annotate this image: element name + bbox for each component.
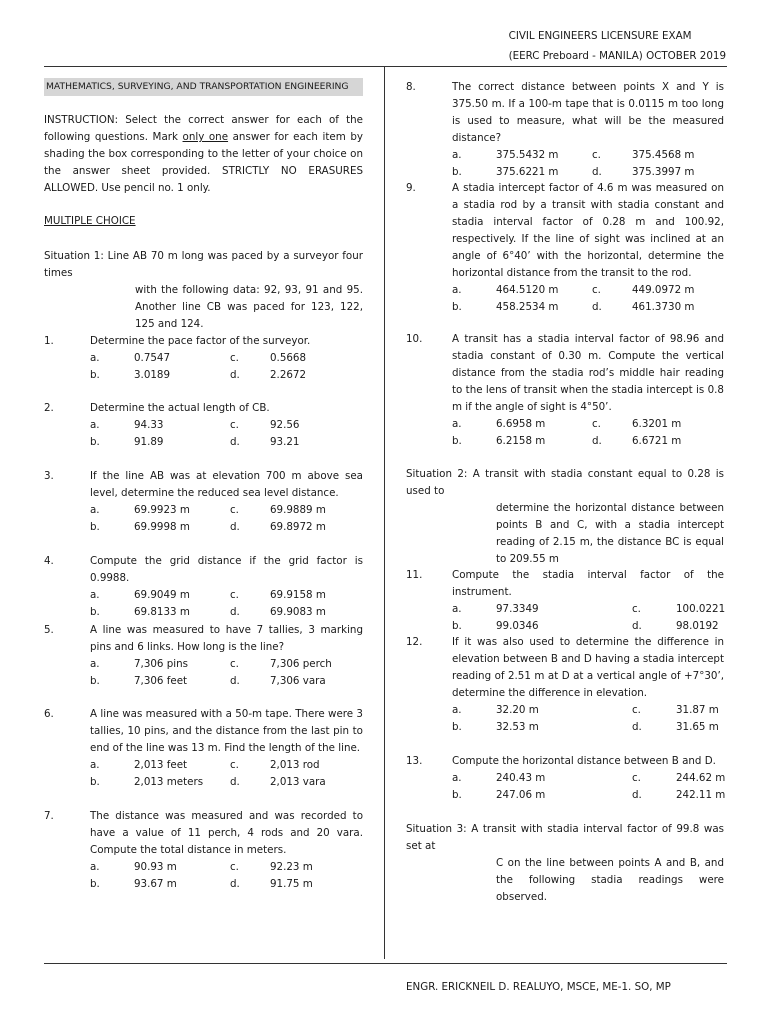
option-letter: c. — [632, 603, 641, 615]
option-value-d: 7,306 vara — [270, 675, 326, 687]
instruction-emphasis: only one — [182, 131, 229, 143]
option-letter: c. — [632, 772, 641, 784]
option-row — [452, 601, 724, 618]
option-letter: d. — [230, 776, 240, 788]
option-row — [90, 859, 363, 876]
option-row — [90, 367, 363, 384]
option-value-b: 32.53 m — [496, 721, 539, 733]
answer-options — [90, 859, 363, 893]
option-letter: d. — [230, 606, 240, 618]
option-letter: d. — [632, 721, 642, 733]
option-letter: a. — [452, 603, 462, 615]
option-letter: d. — [592, 166, 602, 178]
question-stem: Compute the stadia interval factor of the instrument. — [452, 569, 724, 598]
option-row — [90, 502, 363, 519]
option-letter: d. — [632, 789, 642, 801]
option-letter: a. — [452, 704, 462, 716]
option-value-c: 31.87 m — [676, 704, 719, 716]
question-number: 1. — [44, 335, 54, 347]
instruction-paragraph — [44, 112, 363, 197]
option-value-b: 375.6221 m — [496, 166, 559, 178]
option-letter: a. — [90, 352, 100, 364]
option-letter: a. — [90, 504, 100, 516]
question-number: 11. — [406, 569, 423, 581]
question-number: 7. — [44, 810, 54, 822]
option-value-d: 31.65 m — [676, 721, 719, 733]
option-row — [452, 787, 724, 804]
option-letter: b. — [90, 606, 100, 618]
situation-body: with the following data: 92, 93, 91 and 95. Another line CB was paced for 123, 122, 125 and 124. — [135, 284, 363, 330]
option-row — [90, 774, 363, 791]
option-value-b: 69.9998 m — [134, 521, 190, 533]
option-row — [452, 416, 724, 433]
option-letter: b. — [90, 521, 100, 533]
option-value-a: 6.6958 m — [496, 418, 546, 430]
option-letter: c. — [230, 589, 239, 601]
option-letter: b. — [90, 369, 100, 381]
option-value-c: 100.0221 — [676, 603, 726, 615]
option-value-a: 97.3349 — [496, 603, 539, 615]
option-value-c: 92.23 m — [270, 861, 313, 873]
answer-options — [452, 416, 724, 450]
option-value-a: 69.9923 m — [134, 504, 190, 516]
option-letter: d. — [230, 436, 240, 448]
option-value-d: 2,013 vara — [270, 776, 326, 788]
option-row — [452, 282, 724, 299]
option-letter: b. — [452, 166, 462, 178]
option-value-c: 449.0972 m — [632, 284, 695, 296]
option-row — [452, 299, 724, 316]
option-value-c: 7,306 perch — [270, 658, 332, 670]
option-letter: d. — [592, 301, 602, 313]
exam-subtitle: (EERC Preboard - MANILA) OCTOBER 2019 — [508, 50, 726, 62]
option-letter: c. — [230, 759, 239, 771]
answer-options — [90, 350, 363, 384]
answer-options — [452, 601, 724, 635]
option-value-a: 464.5120 m — [496, 284, 559, 296]
option-value-c: 69.9158 m — [270, 589, 326, 601]
option-letter: b. — [90, 436, 100, 448]
instruction-text-2: answer for each item by shading the box corresponding to the letter of your choice on the answer sheet provided. STRICTLY NO ERASURES ALLOWED. Use pencil no. 1 only. — [44, 131, 363, 194]
answer-options — [452, 147, 724, 181]
option-value-d: 69.8972 m — [270, 521, 326, 533]
option-row — [90, 876, 363, 893]
option-value-d: 6.6721 m — [632, 435, 682, 447]
option-letter: c. — [230, 658, 239, 670]
option-value-c: 244.62 m — [676, 772, 726, 784]
option-value-c: 92.56 — [270, 419, 300, 431]
situation-body: determine the horizontal distance between points B and C, with a stadia intercept reading of 2.15 m, the distance BC is equal to 209.55 m — [496, 502, 724, 565]
question-stem: The distance was measured and was recorded to have a value of 11 perch, 4 rods and 20 vara. Compute the total distance in meters. — [90, 810, 363, 856]
option-letter: c. — [230, 352, 239, 364]
situation-lead: Situation 1: Line AB 70 m long was paced by a surveyor four times — [44, 250, 363, 279]
question-stem: Compute the grid distance if the grid factor is 0.9988. — [90, 555, 363, 584]
option-value-d: 461.3730 m — [632, 301, 695, 313]
option-row — [90, 757, 363, 774]
option-value-b: 91.89 — [134, 436, 164, 448]
answer-options — [452, 702, 724, 736]
question-number: 5. — [44, 624, 54, 636]
option-value-a: 90.93 m — [134, 861, 177, 873]
column-divider — [384, 66, 385, 959]
option-value-d: 375.3997 m — [632, 166, 695, 178]
option-row — [90, 350, 363, 367]
option-row — [452, 702, 724, 719]
option-letter: c. — [230, 419, 239, 431]
question-stem: Determine the pace factor of the surveyor. — [90, 335, 311, 347]
option-row — [452, 618, 724, 635]
option-letter: a. — [90, 658, 100, 670]
situation-2 — [406, 466, 724, 568]
option-letter: d. — [230, 878, 240, 890]
situation-3 — [406, 821, 724, 906]
option-value-b: 93.67 m — [134, 878, 177, 890]
question-number: 10. — [406, 333, 423, 345]
option-letter: a. — [452, 149, 462, 161]
option-letter: a. — [452, 284, 462, 296]
option-row — [452, 147, 724, 164]
option-value-d: 69.9083 m — [270, 606, 326, 618]
situation-1 — [44, 248, 363, 333]
top-divider — [44, 66, 727, 67]
option-row — [90, 604, 363, 621]
option-letter: c. — [592, 418, 601, 430]
exam-header — [509, 26, 726, 66]
option-value-c: 6.3201 m — [632, 418, 682, 430]
option-value-a: 69.9049 m — [134, 589, 190, 601]
option-letter: b. — [452, 620, 462, 632]
question-stem: A line was measured to have 7 tallies, 3 marking pins and 6 links. How long is the line? — [90, 624, 363, 653]
question-stem: If the line AB was at elevation 700 m above sea level, determine the reduced sea level distance. — [90, 470, 363, 499]
question-number: 8. — [406, 81, 416, 93]
option-letter: a. — [90, 861, 100, 873]
section-title: MATHEMATICS, SURVEYING, AND TRANSPORTATION ENGINEERING — [44, 78, 363, 96]
option-value-a: 7,306 pins — [134, 658, 189, 670]
answer-options — [90, 587, 363, 621]
option-value-d: 2.2672 — [270, 369, 307, 381]
option-row — [452, 433, 724, 450]
option-value-a: 2,013 feet — [134, 759, 188, 771]
option-letter: b. — [90, 878, 100, 890]
option-value-b: 6.2158 m — [496, 435, 546, 447]
answer-options — [452, 282, 724, 316]
option-value-a: 0.7547 — [134, 352, 171, 364]
option-value-d: 91.75 m — [270, 878, 313, 890]
option-letter: b. — [90, 675, 100, 687]
option-letter: d. — [230, 369, 240, 381]
option-value-b: 7,306 feet — [134, 675, 188, 687]
bottom-divider — [44, 963, 727, 964]
question-stem: A stadia intercept factor of 4.6 m was measured on a stadia rod by a transit with stadia constant and stadia interval factor of 0.28 m and 100.92, respectively. If the line of sight was inclined at an angle of 6°40’ with the horizontal, determine the horizontal distance from the transit to the rod. — [452, 182, 724, 279]
option-row — [90, 656, 363, 673]
option-letter: a. — [90, 759, 100, 771]
question-number: 9. — [406, 182, 416, 194]
question-number: 4. — [44, 555, 54, 567]
option-row — [90, 434, 363, 451]
option-row — [452, 164, 724, 181]
option-letter: a. — [90, 589, 100, 601]
option-value-a: 32.20 m — [496, 704, 539, 716]
option-value-b: 3.0189 — [134, 369, 171, 381]
answer-options — [452, 770, 724, 804]
footer-author: ENGR. ERICKNEIL D. REALUYO, MSCE, ME-1. SO, MP — [406, 981, 671, 993]
option-letter: b. — [452, 789, 462, 801]
option-value-d: 93.21 — [270, 436, 300, 448]
option-row — [90, 417, 363, 434]
option-letter: d. — [230, 675, 240, 687]
question-stem: Compute the horizontal distance between B and D. — [452, 755, 716, 767]
option-row — [452, 770, 724, 787]
multiple-choice-label: MULTIPLE CHOICE — [44, 215, 136, 227]
question-stem: The correct distance between points X and Y is 375.50 m. If a 100-m tape that is 0.0115 m too long is used to measure, what will be the measured distance? — [452, 81, 724, 144]
option-value-a: 240.43 m — [496, 772, 546, 784]
question-number: 6. — [44, 708, 54, 720]
option-letter: d. — [592, 435, 602, 447]
option-value-a: 94.33 — [134, 419, 164, 431]
option-value-b: 2,013 meters — [134, 776, 204, 788]
option-row — [90, 673, 363, 690]
question-stem: If it was also used to determine the difference in elevation between B and D having a stadia intercept reading of 2.51 m at D at a vertical angle of +7°30’, determine the difference in elevation. — [452, 636, 724, 699]
option-letter: b. — [90, 776, 100, 788]
option-letter: b. — [452, 721, 462, 733]
option-value-c: 69.9889 m — [270, 504, 326, 516]
question-stem: A line was measured with a 50-m tape. There were 3 tallies, 10 pins, and the distance from the last pin to end of the line was 13 m. Find the length of the line. — [90, 708, 363, 754]
answer-options — [90, 417, 363, 451]
question-number: 12. — [406, 636, 423, 648]
question-stem: A transit has a stadia interval factor of 98.96 and stadia constant of 0.30 m. Compute the vertical distance from the stadia rod’s middle hair reading to the lens of transit when the stadia intercept is 0.8 m if the angle of sight is 4°50’. — [452, 333, 724, 413]
option-row — [90, 587, 363, 604]
question-number: 13. — [406, 755, 423, 767]
option-value-a: 375.5432 m — [496, 149, 559, 161]
exam-title: CIVIL ENGINEERS LICENSURE EXAM — [508, 30, 692, 42]
option-letter: c. — [230, 504, 239, 516]
option-letter: a. — [452, 772, 462, 784]
answer-options — [90, 757, 363, 791]
option-letter: c. — [632, 704, 641, 716]
option-letter: b. — [452, 435, 462, 447]
option-letter: a. — [90, 419, 100, 431]
option-letter: c. — [592, 149, 601, 161]
option-letter: a. — [452, 418, 462, 430]
option-letter: b. — [452, 301, 462, 313]
option-letter: c. — [592, 284, 601, 296]
option-letter: d. — [632, 620, 642, 632]
option-value-b: 247.06 m — [496, 789, 546, 801]
question-stem: Determine the actual length of CB. — [90, 402, 270, 414]
option-value-b: 99.0346 — [496, 620, 539, 632]
option-row — [452, 719, 724, 736]
option-value-b: 69.8133 m — [134, 606, 190, 618]
situation-lead: Situation 3: A transit with stadia interval factor of 99.8 was set at — [406, 823, 724, 852]
question-number: 3. — [44, 470, 54, 482]
question-number: 2. — [44, 402, 54, 414]
option-letter: d. — [230, 521, 240, 533]
option-row — [90, 519, 363, 536]
situation-lead: Situation 2: A transit with stadia constant equal to 0.28 is used to — [406, 468, 724, 497]
option-value-c: 0.5668 — [270, 352, 307, 364]
answer-options — [90, 502, 363, 536]
option-value-c: 375.4568 m — [632, 149, 695, 161]
option-value-b: 458.2534 m — [496, 301, 559, 313]
option-letter: c. — [230, 861, 239, 873]
instruction-text-1: INSTRUCTION: Select the correct answer for each of the following questions. Mark — [44, 114, 363, 143]
answer-options — [90, 656, 363, 690]
option-value-c: 2,013 rod — [270, 759, 320, 771]
option-value-d: 98.0192 — [676, 620, 719, 632]
situation-body: C on the line between points A and B, and the following stadia readings were observed. — [496, 857, 724, 903]
option-value-d: 242.11 m — [676, 789, 726, 801]
